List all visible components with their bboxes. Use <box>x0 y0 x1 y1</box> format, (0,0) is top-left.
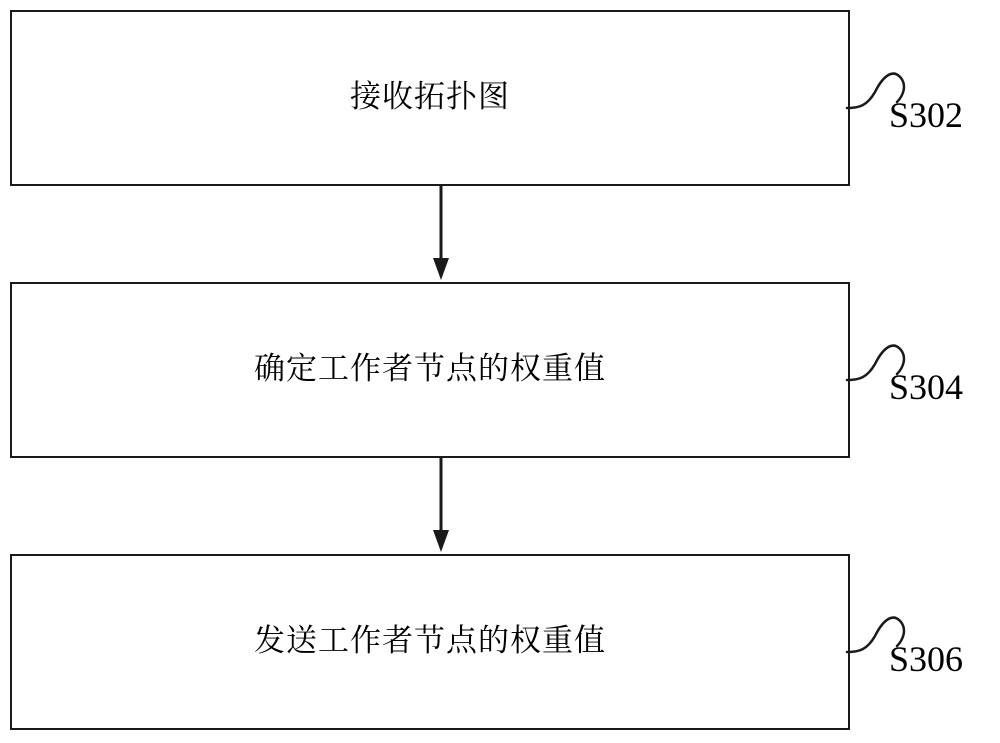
flowchart-step-s306 <box>10 554 850 730</box>
step-tag-s306 <box>845 594 995 704</box>
step-tag-label: S302 <box>889 95 964 135</box>
step-tag-s304 <box>845 322 995 432</box>
step-label: 接收拓扑图 <box>350 79 510 116</box>
step-tag-label: S304 <box>889 367 964 407</box>
step-tag-s302 <box>845 50 995 160</box>
connector-s302-to-s304 <box>430 186 452 282</box>
connector-s304-to-s306 <box>430 458 452 554</box>
step-label: 确定工作者节点的权重值 <box>254 351 606 388</box>
step-label: 发送工作者节点的权重值 <box>254 623 606 660</box>
step-tag-label: S306 <box>889 639 964 679</box>
flowchart-step-s302 <box>10 10 850 186</box>
flowchart-step-s304 <box>10 282 850 458</box>
